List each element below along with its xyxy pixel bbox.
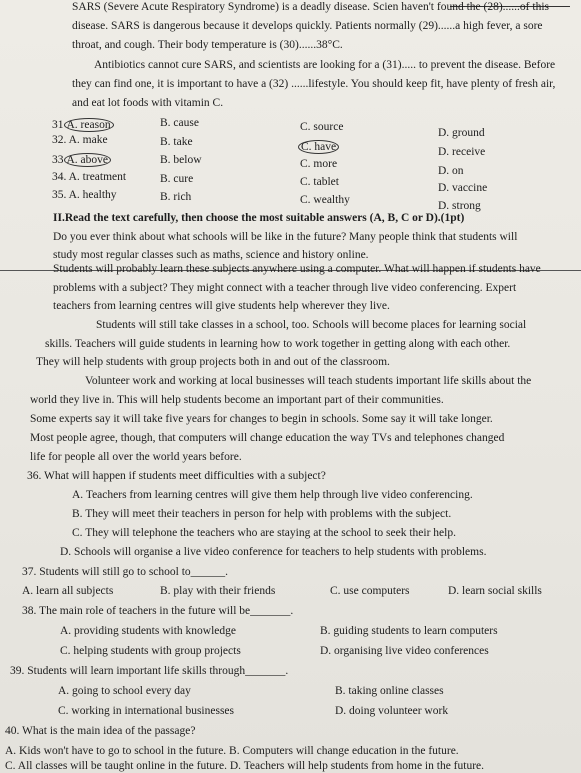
- section2-line-1: Do you ever think about what schools will be like in the future? Many people think that students will: [53, 231, 518, 243]
- passage1-line-6: and eat lot foods with vitamin C.: [72, 97, 224, 109]
- section2-line-3: Students will probably learn these subjects anywhere using a computer. What will happen if students have: [53, 263, 541, 275]
- section2-line-9: Volunteer work and working at local businesses will teach students important life skills about the: [85, 375, 532, 387]
- option-31-b[interactable]: B. cause: [160, 117, 199, 129]
- option-35-c[interactable]: C. wealthy: [300, 194, 350, 206]
- option-33-d[interactable]: D. on: [438, 165, 464, 177]
- option-38-c[interactable]: C. helping students with group projects: [60, 645, 241, 657]
- section2-heading: II.Read the text carefully, then choose the most suitable answers (A, B, C or D).(1pt): [53, 212, 465, 224]
- section2-line-11: Some experts say it will take five years for changes to begin in schools. Some say it will take longer.: [30, 413, 493, 425]
- option-38-b[interactable]: B. guiding students to learn computers: [320, 625, 498, 637]
- options-40-cd[interactable]: C. All classes will be taught online in the future. D. Teachers will help students from home in the future.: [5, 760, 485, 772]
- option-33-c[interactable]: C. more: [300, 158, 338, 170]
- passage1-line-5: they can find one, it is important to have a (32) ......lifestyle. You should keep fit, have plenty of fresh air,: [72, 78, 556, 90]
- option-38-d[interactable]: D. organising live video conferences: [320, 645, 489, 657]
- option-39-d[interactable]: D. doing volunteer work: [335, 705, 449, 717]
- section2-line-5: teachers from learning centres will give students help wherever they live.: [53, 300, 390, 312]
- passage1-line-2: disease. SARS is dangerous because it develops quickly. Patients normally (29)......a high fever, a sore: [72, 20, 543, 32]
- option-34-a[interactable]: 34. A. treatment: [52, 171, 127, 183]
- option-34-b[interactable]: B. cure: [160, 173, 194, 185]
- option-37-c[interactable]: C. use computers: [330, 585, 410, 597]
- option-39-c[interactable]: C. working in international businesses: [58, 705, 234, 717]
- option-31-c[interactable]: C. source: [300, 121, 344, 133]
- passage1-line-1: SARS (Severe Acute Respiratory Syndrome) is a deadly disease. Scien haven't found the (28)......of this: [72, 1, 549, 13]
- option-37-d[interactable]: D. learn social skills: [448, 585, 542, 597]
- section2-line-10: world they live in. This will help students become an important part of their communities.: [30, 394, 444, 406]
- option-32-d[interactable]: D. receive: [438, 146, 486, 158]
- passage1-line-3: throat, and cough. Their body temperature is (30)......38°C.: [72, 39, 343, 51]
- option-36-c[interactable]: C. They will telephone the teachers who are staying at the school to seek their help.: [72, 527, 456, 539]
- section2-line-12: Most people agree, though, that computers will change education the way TVs and telephones changed: [30, 432, 505, 444]
- option-39-a[interactable]: A. going to school every day: [58, 685, 191, 697]
- option-37-a[interactable]: A. learn all subjects: [22, 585, 114, 597]
- section2-line-13: life for people all over the world years before.: [30, 451, 242, 463]
- question-37: 37. Students will still go to school to______.: [22, 566, 229, 578]
- option-32-c[interactable]: C. have: [298, 140, 339, 154]
- option-35-d[interactable]: D. strong: [438, 200, 481, 212]
- passage1-line-4: Antibiotics cannot cure SARS, and scientists are looking for a (31)..... to prevent the disease. Before: [94, 59, 556, 71]
- option-36-b[interactable]: B. They will meet their teachers in person for help with problems with the subject.: [72, 508, 452, 520]
- option-33-b[interactable]: B. below: [160, 154, 202, 166]
- option-39-b[interactable]: B. taking online classes: [335, 685, 444, 697]
- section2-line-4: problems with a subject? They might connect with a teacher through live video conferencing. Expert: [53, 282, 517, 294]
- option-31-d[interactable]: D. ground: [438, 127, 485, 139]
- option-35-b[interactable]: B. rich: [160, 191, 192, 203]
- question-40: 40. What is the main idea of the passage?: [5, 725, 196, 737]
- option-36-d[interactable]: D. Schools will organise a live video conference for teachers to help students with problems.: [60, 546, 487, 558]
- option-38-a[interactable]: A. providing students with knowledge: [60, 625, 236, 637]
- option-37-b[interactable]: B. play with their friends: [160, 585, 276, 597]
- option-34-c[interactable]: C. tablet: [300, 176, 339, 188]
- section2-line-6: Students will still take classes in a school, too. Schools will become places for learning social: [96, 319, 527, 331]
- option-32-a[interactable]: 32. A. make: [52, 134, 108, 146]
- options-40-ab[interactable]: A. Kids won't have to go to school in the future. B. Computers will change education in the future.: [5, 745, 459, 757]
- question-36: 36. What will happen if students meet difficulties with a subject?: [27, 470, 326, 482]
- section2-line-8: They will help students with group projects both in and out of the classroom.: [36, 356, 390, 368]
- option-31-a[interactable]: 31 A. reason: [52, 118, 114, 132]
- option-34-d[interactable]: D. vaccine: [438, 182, 488, 194]
- option-33-a[interactable]: 33 A. above: [52, 153, 111, 167]
- question-38: 38. The main role of teachers in the future will be_______.: [22, 605, 294, 617]
- option-35-a[interactable]: 35. A. healthy: [52, 189, 117, 201]
- question-39: 39. Students will learn important life skills through_______.: [10, 665, 289, 677]
- option-32-b[interactable]: B. take: [160, 136, 193, 148]
- option-36-a[interactable]: A. Teachers from learning centres will give them help through live video conferencing.: [72, 489, 473, 501]
- section2-line-2: study most regular classes such as maths, science and history online.: [53, 249, 369, 261]
- section2-line-7: skills. Teachers will guide students in learning how to work together in getting along with each other.: [45, 338, 511, 350]
